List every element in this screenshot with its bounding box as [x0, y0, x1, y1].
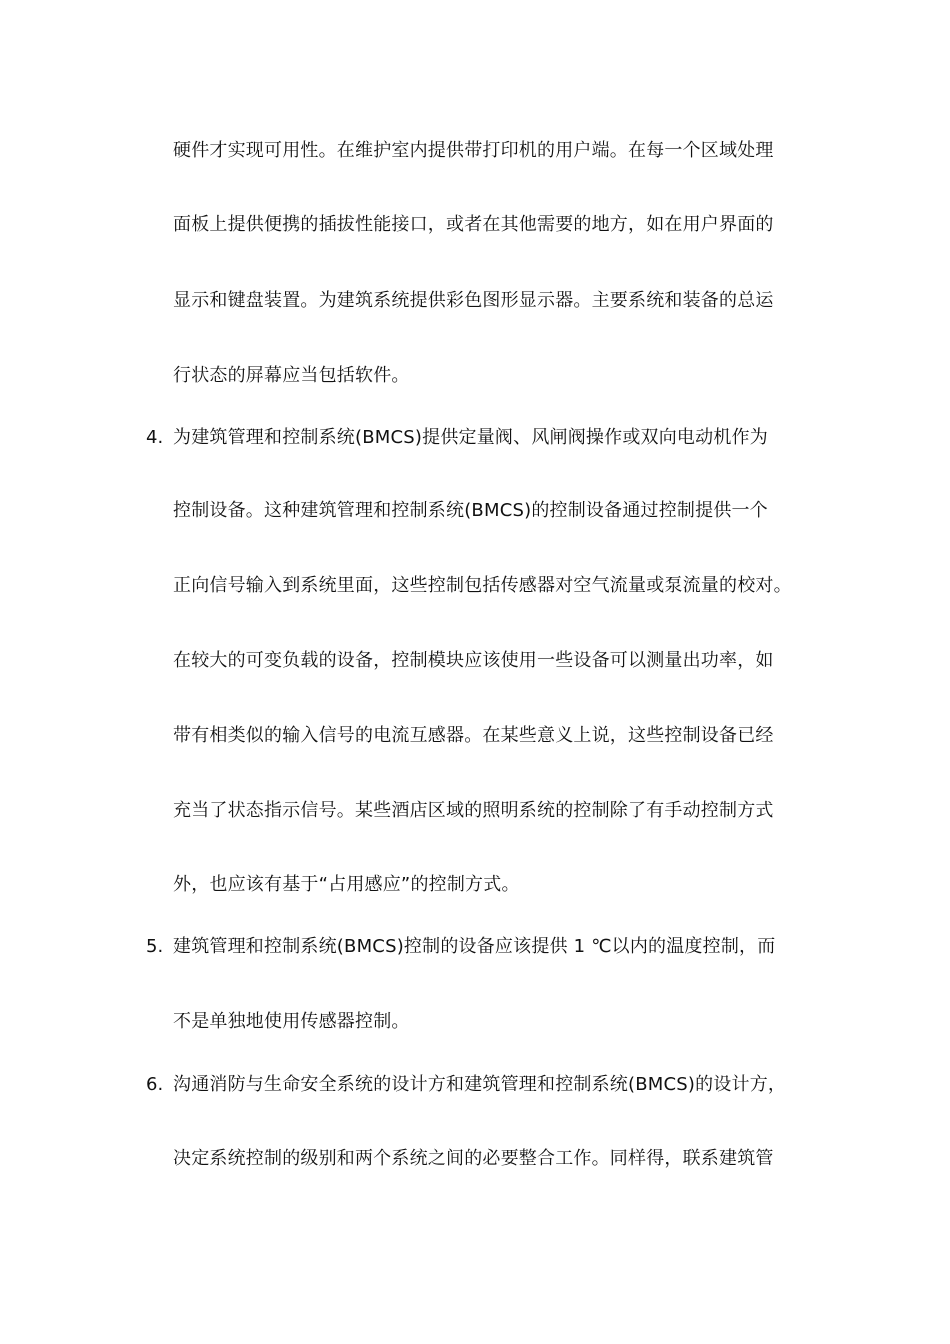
list-item-number: 5.: [146, 936, 164, 957]
list-item-line: 正向信号输入到系统里面，这些控制包括传感器对空气流量或泵流量的校对。: [173, 575, 792, 596]
list-item-line: 不是单独地使用传感器控制。: [173, 1011, 410, 1032]
list-item-line: 建筑管理和控制系统(BMCS)控制的设备应该提供 1 ℃以内的温度控制，而: [173, 936, 776, 957]
paragraph-line: 显示和键盘装置。为建筑系统提供彩色图形显示器。主要系统和装备的总运: [173, 290, 774, 311]
list-item-line: 为建筑管理和控制系统(BMCS)提供定量阀、风闸阀操作或双向电动机作为: [173, 427, 768, 448]
paragraph-line: 硬件才实现可用性。在维护室内提供带打印机的用户端。在每一个区域处理: [173, 140, 774, 161]
list-item-line: 外，也应该有基于“占用感应”的控制方式。: [173, 874, 520, 895]
list-item-line: 在较大的可变负载的设备，控制模块应该使用一些设备可以测量出功率，如: [173, 650, 774, 671]
list-item-line: 带有相类似的输入信号的电流互感器。在某些意义上说，这些控制设备已经: [173, 725, 774, 746]
list-item-number: 6.: [146, 1074, 164, 1095]
list-item-line: 充当了状态指示信号。某些酒店区域的照明系统的控制除了有手动控制方式: [173, 800, 774, 821]
list-item-line: 决定系统控制的级别和两个系统之间的必要整合工作。同样得，联系建筑管: [173, 1148, 774, 1169]
list-item-line: 控制设备。这种建筑管理和控制系统(BMCS)的控制设备通过控制提供一个: [173, 500, 768, 521]
list-item-number: 4.: [146, 427, 164, 448]
paragraph-line: 行状态的屏幕应当包括软件。: [173, 365, 410, 386]
list-item-line: 沟通消防与生命安全系统的设计方和建筑管理和控制系统(BMCS)的设计方，: [173, 1074, 787, 1095]
paragraph-line: 面板上提供便携的插拔性能接口，或者在其他需要的地方，如在用户界面的: [173, 214, 774, 235]
